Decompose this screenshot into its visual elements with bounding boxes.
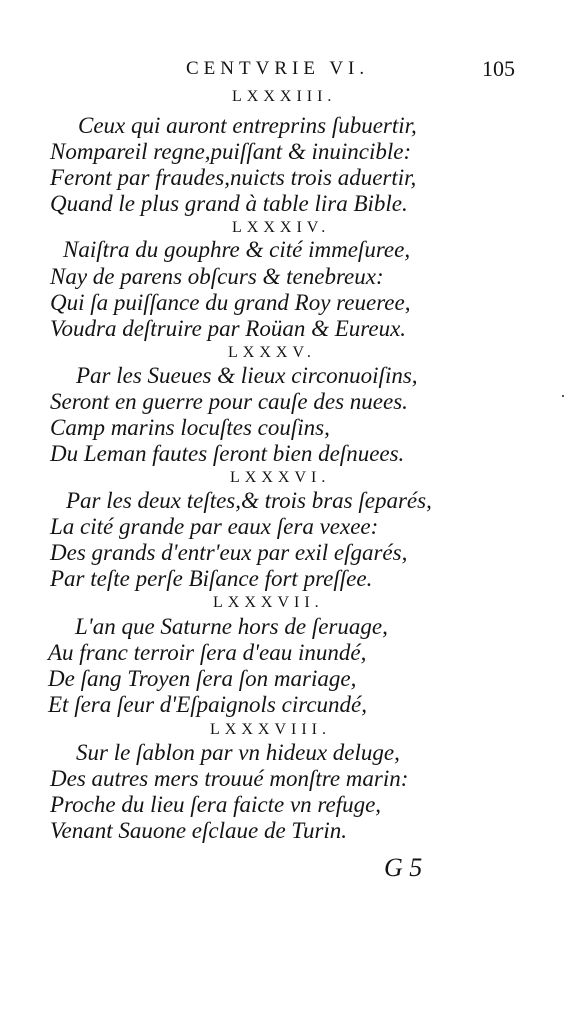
verse-line: Venant Sauone eſclaue de Turin. (50, 818, 348, 843)
verse-line: Des grands d'entr'eux par exil eſgarés, (50, 540, 408, 565)
quatrain-number: LXXXIV. (232, 219, 331, 236)
verse-line: Par teſte perſe Biſance fort preſſee. (50, 566, 373, 591)
verse-line: Par les deux teſtes,& trois bras ſeparés, (66, 488, 432, 513)
page-number: 105 (482, 56, 515, 81)
verse-line: Ceux qui auront entreprins ſubuertir, (78, 113, 417, 138)
verse-line: Camp marins locuſtes couſins, (50, 415, 330, 440)
verse-line: Sur le ſablon par vn hideux deluge, (76, 740, 400, 765)
verse-line: Et ſera ſeur d'Eſpaignols circundé, (48, 692, 367, 717)
quatrain-number: LXXXVI. (230, 469, 331, 486)
verse-line: Des autres mers trouué monſtre marin: (50, 766, 409, 791)
verse-line: Seront en guerre pour cauſe des nuees. (50, 389, 408, 414)
margin-speck (562, 395, 564, 397)
quatrain-number: LXXXVIII. (210, 721, 331, 738)
verse-line: Du Leman fautes ſeront bien deſnuees. (50, 441, 405, 466)
verse-line: L'an que Saturne hors de ſeruage, (75, 614, 388, 639)
signature-mark: G 5 (384, 853, 423, 882)
verse-line: Par les Sueues & lieux circonuoiſins, (76, 363, 418, 388)
verse-line: De ſang Troyen ſera ſon mariage, (48, 666, 357, 691)
page-header (0, 58, 588, 88)
verse-line: Qui ſa puiſſance du grand Roy reueree, (50, 290, 411, 315)
verse-line: Quand le plus grand à table lira Bible. (50, 191, 408, 216)
quatrain-number: LXXXIII. (232, 88, 337, 105)
verse-line: Au franc terroir ſera d'eau inundé, (48, 640, 367, 665)
verse-line: Proche du lieu ſera faicte vn refuge, (50, 792, 382, 817)
verse-line: La cité grande par eaux ſera vexee: (50, 514, 379, 539)
verse-line: Naiſtra du gouphre & cité immeſuree, (63, 237, 411, 262)
running-title: CENTVRIE VI. (186, 58, 370, 79)
verse-line: Nay de parens obſcurs & tenebreux: (50, 264, 384, 289)
quatrain-number: LXXXVII. (213, 594, 324, 611)
verse-line: Voudra deſtruire par Roüan & Eureux. (50, 316, 407, 341)
verse-line: Nompareil regne,puiſſant & inuincible: (50, 139, 412, 164)
quatrain-number: LXXXV. (228, 344, 316, 361)
verse-line: Feront par fraudes,nuicts trois aduertir, (50, 165, 417, 190)
